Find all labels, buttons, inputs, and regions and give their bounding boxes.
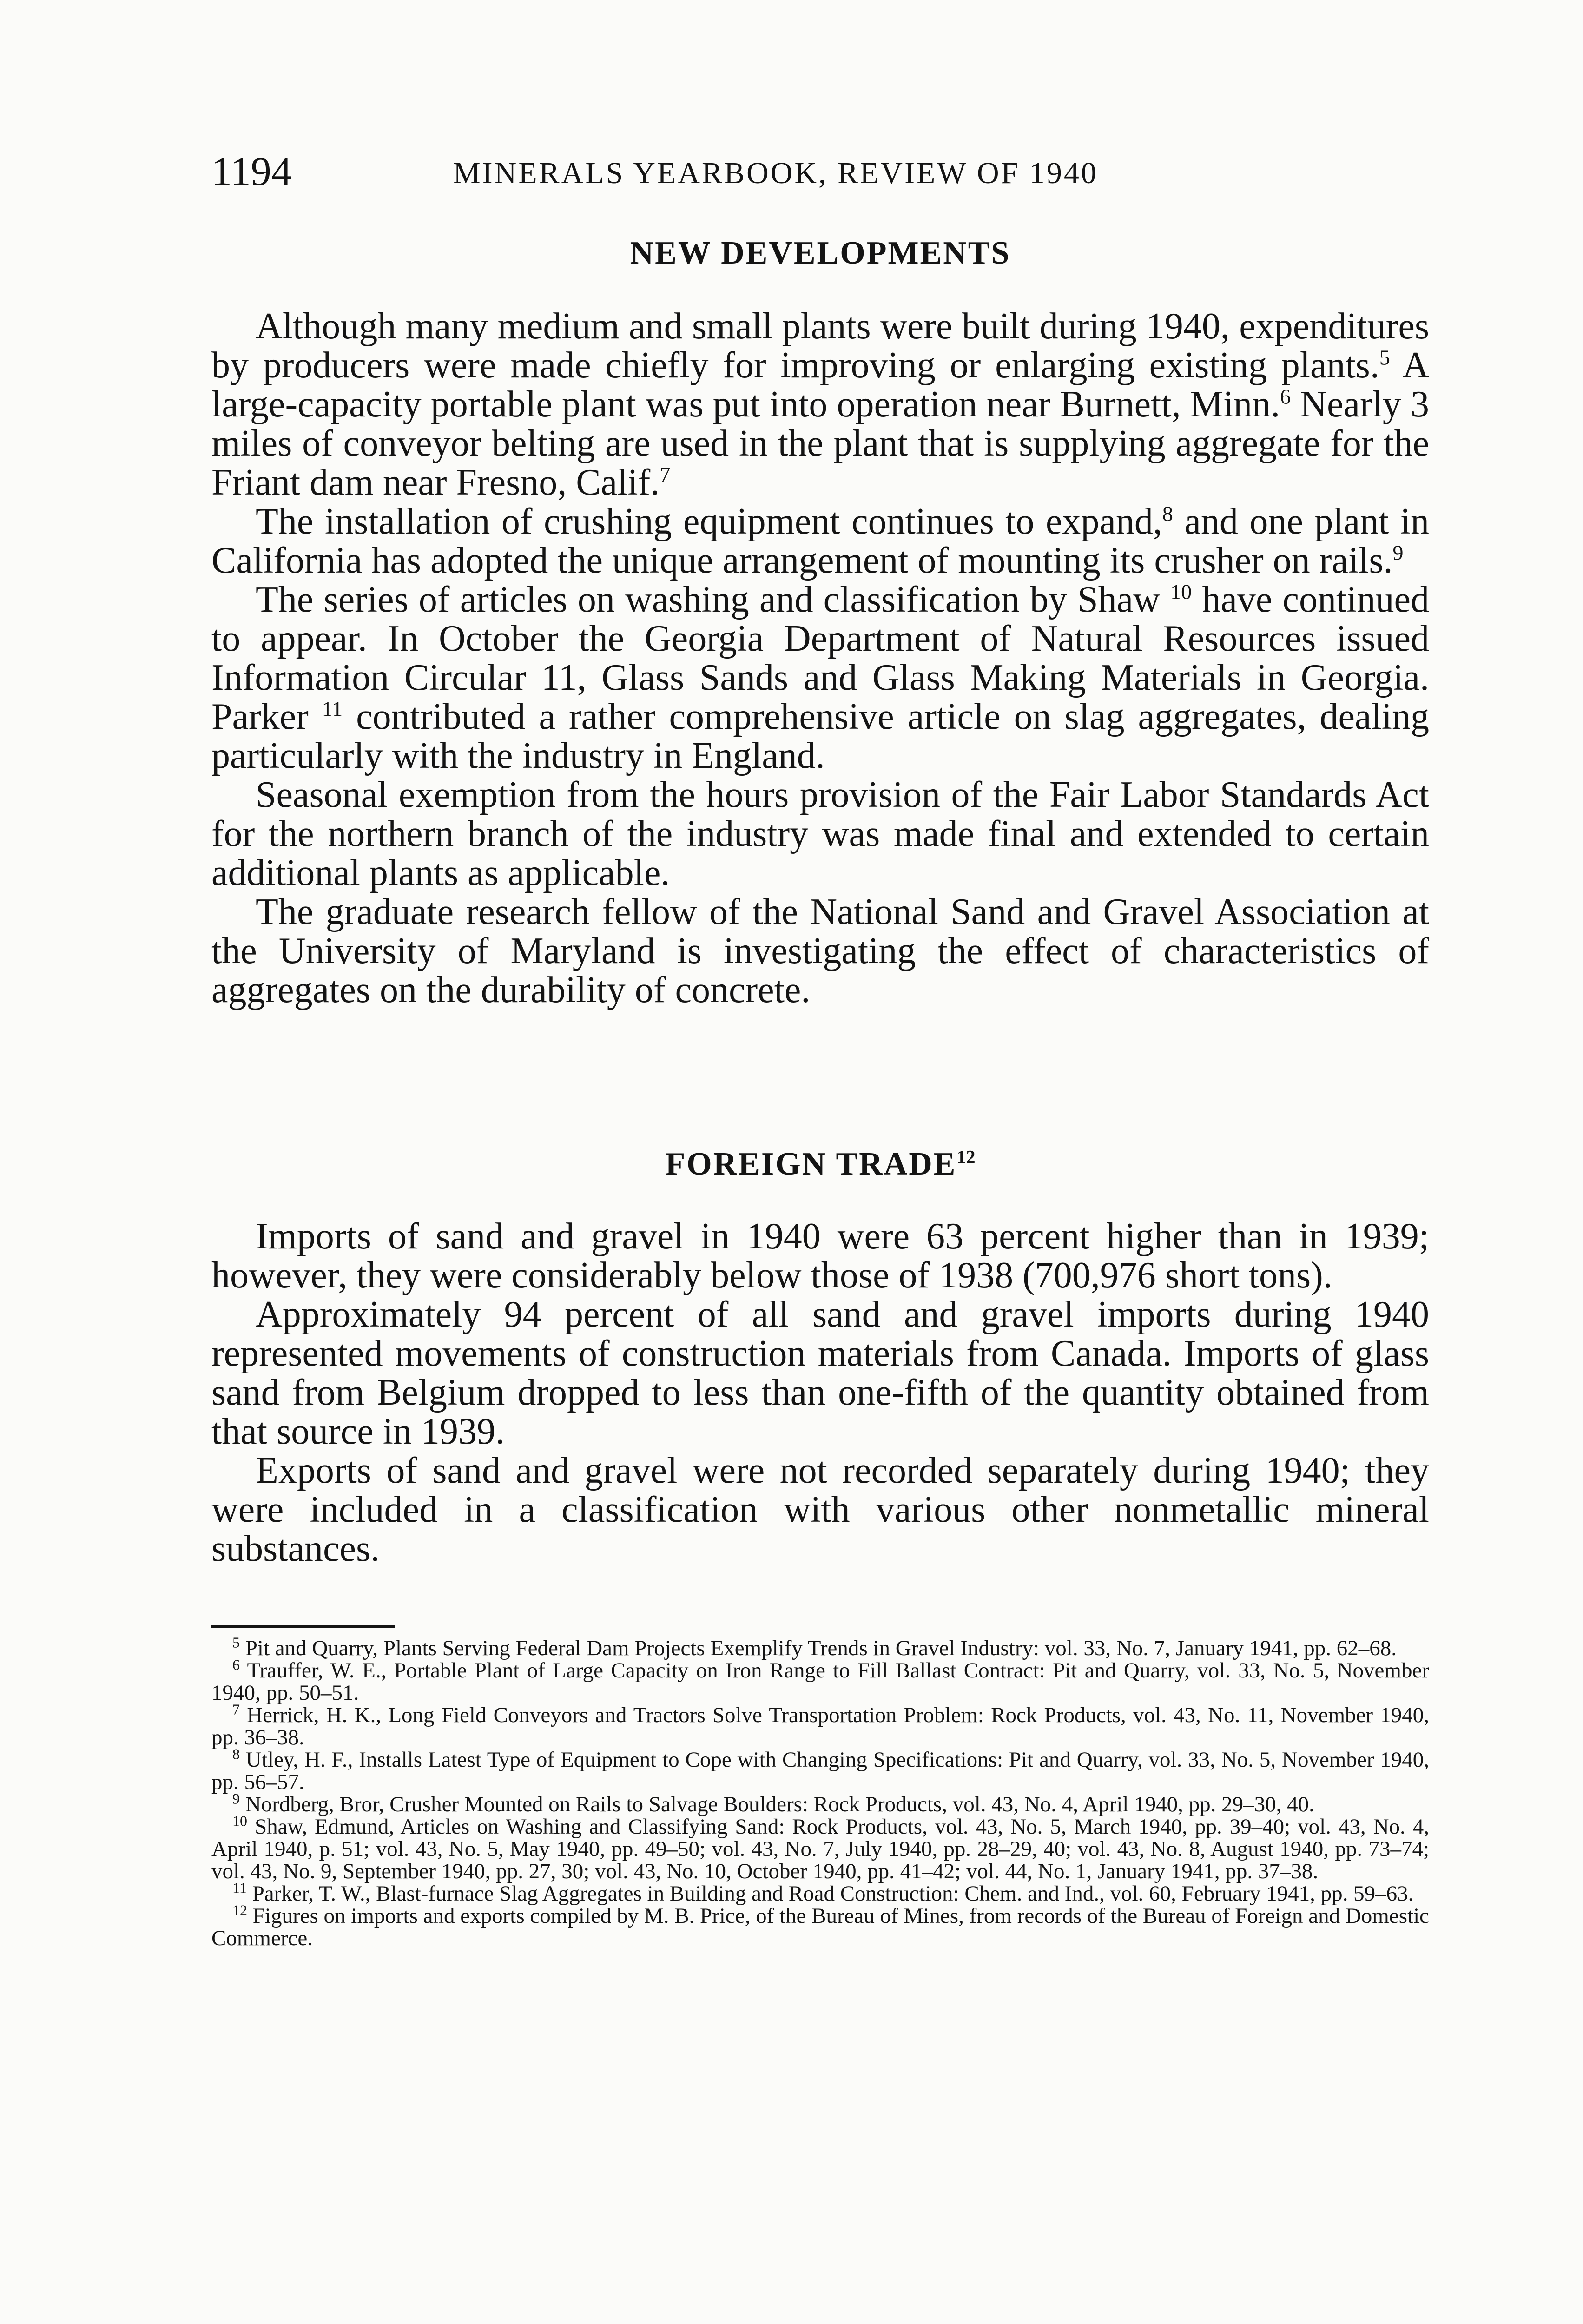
footnote: $^7$ Herrick, H. K., Long Field Conveyors and Tractors Solve Transportation Problem: Rock Products, vol. 43, No. 11, November 1940, pp. 36–38.	[211, 1701, 1430, 1750]
section-heading-new-developments: NEW DEVELOPMENTS	[630, 235, 1011, 271]
paragraph: Although many medium and small plants were built during 1940, expenditures by producers were made chiefly for improving or enlarging existing plants.$^5$ A large-capacity portable plant was put into operation near Burnett, Minn.$^6$ Nearly 3 miles of conveyor belting are used in the plant that is supplying aggregate for the Friant dam near Fresno, Calif.$^7$	[211, 306, 1430, 503]
footnote-ref: 8	[1162, 502, 1173, 526]
paragraph: Approximately 94 percent of all sand and gravel imports during 1940 represented movements of construction materials from Canada. Imports of glass sand from Belgium dropped to less than one-fifth of the quantity obtained from that source in 1939.	[211, 1294, 1429, 1452]
page-header	[211, 149, 1429, 205]
paragraph: The installation of crushing equipment continues to expand,$^8$ and one plant in California has adopted the unique arrangement of mounting its crusher on rails.$^9$	[211, 501, 1430, 581]
footnotes	[211, 1634, 1430, 1950]
footnote-ref: 9	[1392, 541, 1404, 565]
paragraph: Seasonal exemption from the hours provision of the Fair Labor Standards Act for the northern branch of the industry was made final and extended to certain additional plants as applicable.	[211, 774, 1429, 893]
footnote: $^8$ Utley, H. F., Installs Latest Type of Equipment to Cope with Changing Specifications: Pit and Quarry, vol. 33, No. 5, November 1940, pp. 56–57.	[211, 1745, 1430, 1794]
footnote-ref: 7	[660, 462, 671, 487]
footnote: $^5$ Pit and Quarry, Plants Serving Federal Dam Projects Exemplify Trends in Gravel Industry: vol. 33, No. 7, January 1941, pp. 62–68.	[232, 1634, 1397, 1660]
footnote-ref: 6	[1280, 384, 1291, 409]
footnote: $^{12}$ Figures on imports and exports compiled by M. B. Price, of the Bureau of Mines, from records of the Bureau of Foreign and Domestic Commerce.	[211, 1901, 1429, 1950]
paragraph: The graduate research fellow of the National Sand and Gravel Association at the University of Maryland is investigating the effect of characteristics of aggregates on the durability of concrete.	[211, 891, 1429, 1010]
footnote: $^{10}$ Shaw, Edmund, Articles on Washing and Classifying Sand: Rock Products, vol. 43, No. 5, March 1940, pp. 39–40; vol. 43, No. 4, April 1940, p. 51; vol. 43, No. 5, May 1940, pp. 49–50; vol. 43, No. 7, July 1940, pp. 28–29, 40; vol. 43, No. 8, August 1940, pp. 73–74; vol. 43, No. 9, September 1940, pp. 27, 30; vol. 43, No. 10, October 1940, pp. 41–42; vol. 44, No. 1, January 1941, pp. 37–38.	[211, 1812, 1429, 1883]
section-heading-foreign-trade: FOREIGN TRADE$^{12}$	[665, 1146, 976, 1182]
footnote: $^9$ Nordberg, Bror, Crusher Mounted on Rails to Salvage Boulders: Rock Products, vol. 43, No. 4, April 1940, pp. 29–30, 40.	[232, 1790, 1314, 1816]
footnote: $^6$ Trauffer, W. E., Portable Plant of Large Capacity on Iron Range to Fill Ballast Contract: Pit and Quarry, vol. 33, No. 5, November 1940, pp. 50–51.	[211, 1656, 1429, 1705]
running-head: MINERALS YEARBOOK, REVIEW OF 1940	[453, 156, 1098, 190]
footnote-ref: 10	[1170, 580, 1192, 604]
footnote-ref: 12	[956, 1146, 976, 1168]
footnote: $^{11}$ Parker, T. W., Blast-furnace Slag Aggregates in Building and Road Construction: Chem. and Ind., vol. 60, February 1941, pp. 59–63.	[232, 1879, 1414, 1906]
new-developments-body	[211, 307, 1429, 1010]
paragraph: The series of articles on washing and classification by Shaw $^{10}$ have continued to appear. In October the Georgia Department of Natural Resources issued Information Circular 11, Glass Sands and Glass Making Materials in Georgia. Parker $^{11}$ contributed a rather comprehensive article on slag aggregates, dealing particularly with the industry in England.	[211, 579, 1430, 776]
footnote-ref: 11	[322, 697, 343, 721]
footnote-divider	[211, 1625, 395, 1628]
footnote-ref: 5	[1379, 345, 1390, 370]
foreign-trade-body	[211, 1217, 1429, 1568]
paragraph: Exports of sand and gravel were not recorded separately during 1940; they were included in a classification with various other nonmetallic mineral substances.	[211, 1450, 1429, 1569]
paragraph: Imports of sand and gravel in 1940 were 63 percent higher than in 1939; however, they were considerably below those of 1938 (700,976 short tons).	[211, 1216, 1429, 1296]
page-number: 1194	[211, 149, 292, 194]
